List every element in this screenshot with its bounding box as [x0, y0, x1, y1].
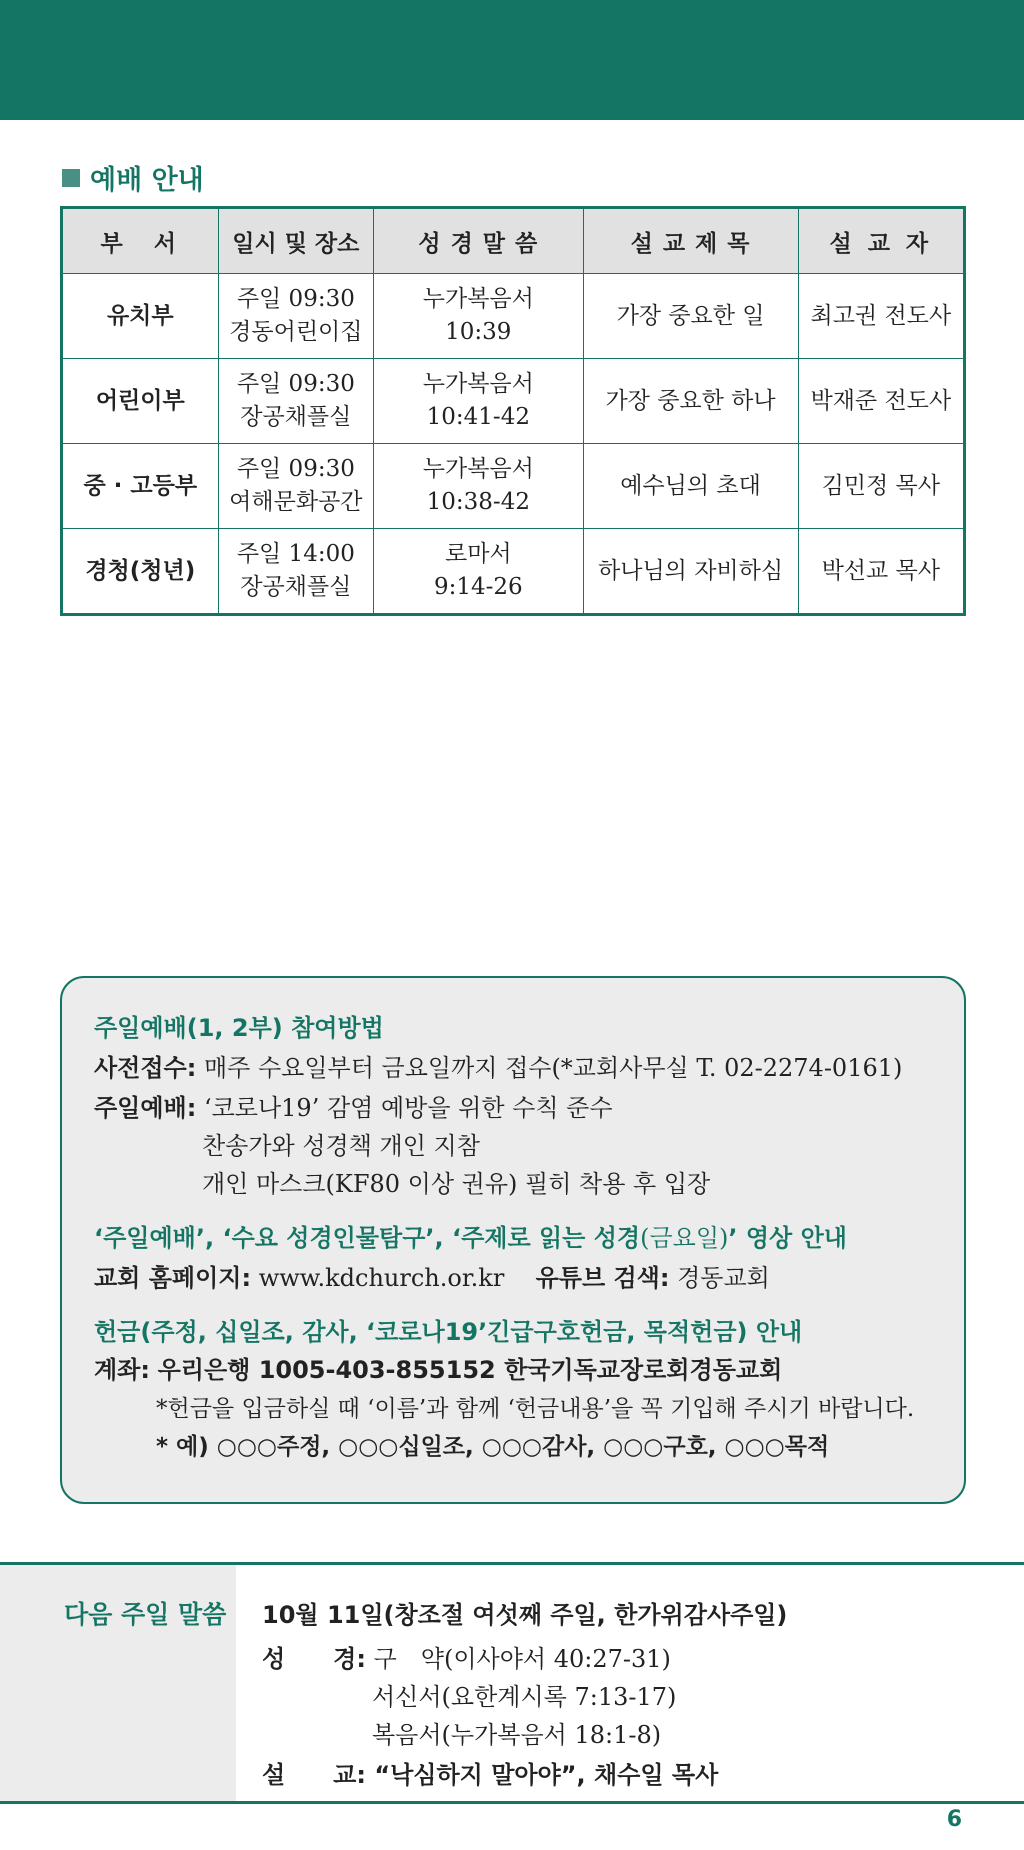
homepage-url-link[interactable]: www.kdchurch.or.kr	[258, 1264, 505, 1292]
sermon-title-cell: 가장 중요한 일	[583, 274, 798, 359]
sermon-title-cell: 가장 중요한 하나	[583, 359, 798, 444]
verse-text: 10:38-42	[426, 489, 530, 515]
account-line	[94, 1350, 782, 1385]
verse-text: 10:39	[445, 319, 512, 345]
account-label: 계좌:	[94, 1356, 150, 1384]
worship-rule-text-3: 개인 마스크(KF80 이상 권유) 필히 착용 후 입장	[202, 1170, 711, 1198]
verse-text: 9:14-26	[433, 574, 523, 600]
header-scripture: 성 경 말 씀	[374, 208, 583, 274]
book-text: 로마서	[444, 541, 512, 567]
dept-cell: 어린이부	[62, 359, 219, 444]
scripture-ot: 구 약(이사야서 40:27-31)	[373, 1645, 671, 1673]
youtube-label: 유튜브 검색:	[535, 1264, 670, 1292]
time-place-cell	[218, 359, 374, 444]
place-text: 경동어린이집	[229, 319, 363, 345]
scripture-line	[262, 1639, 671, 1674]
pre-registration-text: 매주 수요일부터 금요일까지 접수(*교회사무실 T. 02-2274-0161)	[203, 1054, 903, 1082]
next-week-label-panel	[0, 1565, 236, 1801]
time-text: 주일 09:30	[236, 371, 355, 397]
book-text: 누가복음서	[422, 286, 534, 312]
worship-rule-line	[94, 1088, 613, 1123]
notice-heading-offering: 헌금(주정, 십일조, 감사, ‘코로나19’긴급구호헌금, 목적헌금) 안내	[94, 1318, 803, 1346]
time-text: 주일 14:00	[236, 541, 355, 567]
time-place-cell	[218, 529, 374, 615]
book-text: 누가복음서	[422, 371, 534, 397]
offering-example: * 예) ○○○주정, ○○○십일조, ○○○감사, ○○○구호, ○○○목적	[156, 1434, 830, 1460]
header-dept: 부 서	[62, 208, 219, 274]
book-text: 누가복음서	[422, 456, 534, 482]
place-text: 장공채플실	[240, 404, 352, 430]
scripture-cell	[374, 359, 583, 444]
sermon-title-cell: 하나님의 자비하심	[583, 529, 798, 615]
scripture-cell	[374, 444, 583, 529]
account-note: *헌금을 입금하실 때 ‘이름’과 함께 ‘헌금내용’을 꼭 기입해 주시기 바랍니다.	[156, 1396, 915, 1422]
table-header-row	[62, 208, 965, 274]
place-text: 여해문화공간	[229, 489, 363, 515]
worship-schedule-table	[60, 206, 966, 616]
sermon-label: 설 교:	[262, 1761, 366, 1789]
worship-rule-text-2: 찬송가와 성경책 개인 지참	[202, 1132, 480, 1160]
worship-rule-label: 주일예배:	[94, 1094, 197, 1122]
notice-heading-video	[94, 1218, 847, 1253]
preacher-cell: 최고권 전도사	[798, 274, 964, 359]
video-links-line	[94, 1258, 770, 1293]
section-title	[62, 158, 204, 197]
top-banner	[0, 0, 1024, 120]
time-place-cell	[218, 274, 374, 359]
dept-cell: 중 · 고등부	[62, 444, 219, 529]
sermon-title-cell: 예수님의 초대	[583, 444, 798, 529]
square-bullet-icon	[62, 169, 80, 187]
preacher-cell: 김민정 목사	[798, 444, 964, 529]
scripture-label: 성 경:	[262, 1645, 366, 1673]
pre-registration-line	[94, 1048, 902, 1083]
worship-rule-text: ‘코로나19’ 감염 예방을 위한 수칙 준수	[203, 1094, 613, 1122]
sermon-text: “낙심하지 말아야”, 채수일 목사	[374, 1761, 719, 1789]
header-preacher: 설 교 자	[798, 208, 964, 274]
video-heading-part-3: ’ 영상 안내	[728, 1224, 847, 1252]
homepage-label: 교회 홈페이지:	[94, 1264, 252, 1292]
scripture-gospel: 복음서(누가복음서 18:1-8)	[372, 1721, 662, 1749]
next-week-section	[0, 1562, 1024, 1804]
notice-heading-participation: 주일예배(1, 2부) 참여방법	[94, 1014, 384, 1042]
dept-cell: 경청(청년)	[62, 529, 219, 615]
page-number: 6	[946, 1807, 962, 1832]
time-text: 주일 09:30	[236, 456, 355, 482]
header-time-place: 일시 및 장소	[218, 208, 374, 274]
section-title-text: 예배 안내	[90, 165, 204, 196]
scripture-cell	[374, 529, 583, 615]
table-row	[62, 359, 965, 444]
verse-text: 10:41-42	[426, 404, 530, 430]
table-row	[62, 274, 965, 359]
preacher-cell: 박재준 전도사	[798, 359, 964, 444]
preacher-cell: 박선교 목사	[798, 529, 964, 615]
time-text: 주일 09:30	[236, 286, 355, 312]
video-heading-part-1: ‘주일예배’, ‘수요 성경인물탐구’, ‘주제로 읽는 성경	[94, 1224, 641, 1252]
account-text: 우리은행 1005-403-855152 한국기독교장로회경동교회	[157, 1356, 783, 1384]
notice-box	[60, 976, 966, 1504]
youtube-search-text: 경동교회	[677, 1264, 770, 1292]
next-week-title: 다음 주일 말씀	[64, 1600, 227, 1629]
sermon-line	[262, 1755, 718, 1790]
place-text: 장공채플실	[240, 574, 352, 600]
video-heading-part-2: (금요일)	[640, 1224, 729, 1252]
scripture-epistle: 서신서(요한계시록 7:13-17)	[372, 1683, 677, 1711]
next-week-date: 10월 11일(창조절 여섯째 주일, 한가위감사주일)	[262, 1601, 788, 1629]
dept-cell: 유치부	[62, 274, 219, 359]
pre-registration-label: 사전접수:	[94, 1054, 197, 1082]
table-row	[62, 444, 965, 529]
header-sermon-title: 설 교 제 목	[583, 208, 798, 274]
time-place-cell	[218, 444, 374, 529]
table-row	[62, 529, 965, 615]
scripture-cell	[374, 274, 583, 359]
